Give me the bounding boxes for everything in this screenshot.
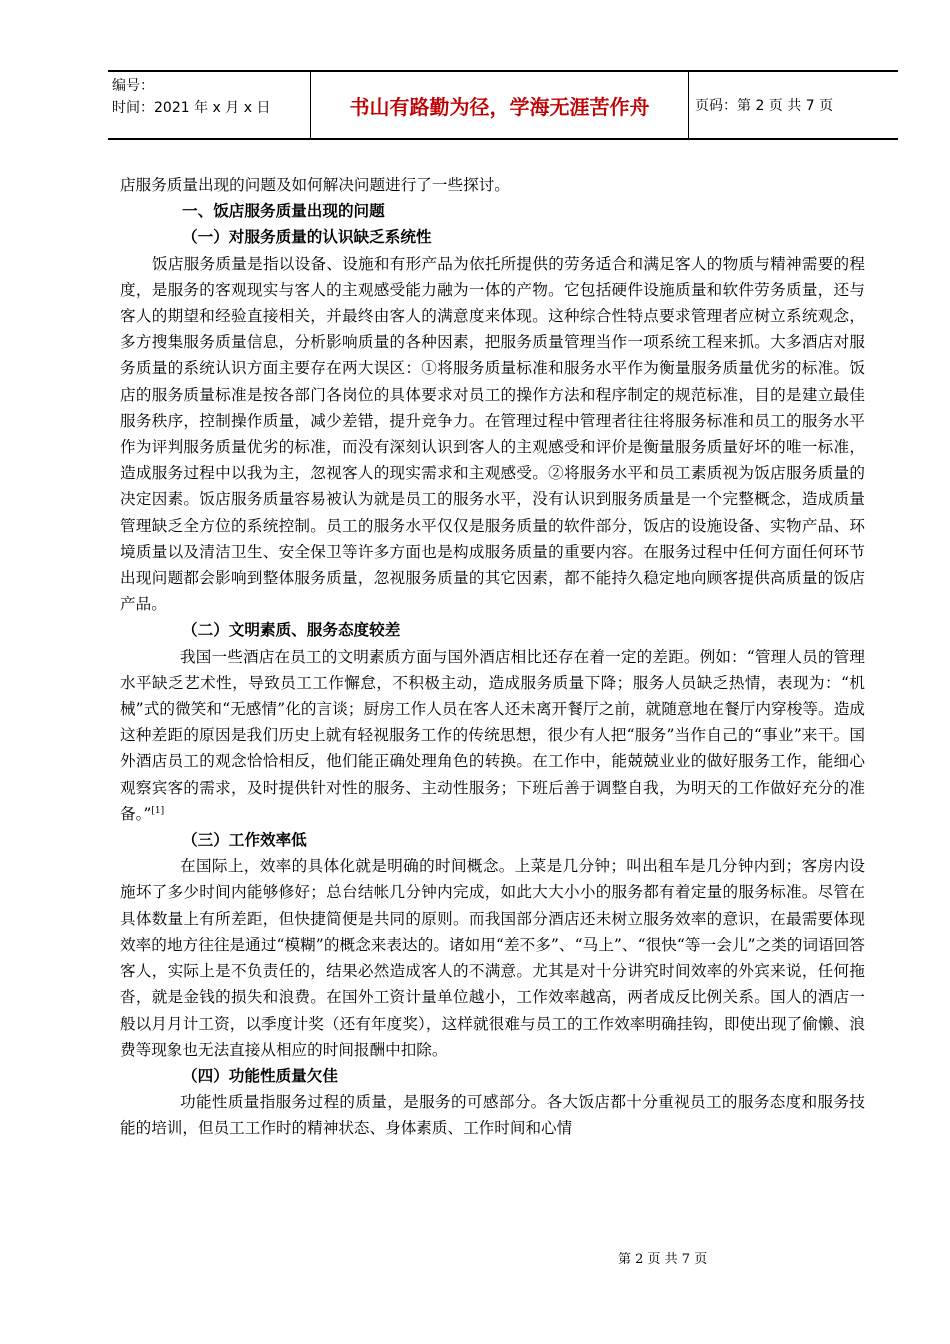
subsection-heading-2: （二）文明素质、服务态度较差 bbox=[182, 621, 401, 640]
header-info-cell bbox=[108, 72, 311, 138]
page-footer: 第 2 页 共 7 页 bbox=[618, 1252, 708, 1267]
paragraph-1: 饭店服务质量是指以设备、设施和有形产品为依托所提供的劳务适合和满足客人的物质与精神需要的程度，是服务的客观现实与客人的主观感受能力融为一体的产物。它包括硬件设施质量和软件劳务质量，还与客人的期望和经验直接相关，并最终由客人的满意度来体现。这种综合性特点要求管理者应树立系统观念，多方搜集服务质量信息，分析影响质量的各种因素，把服务质量管理当作一项系统工程来抓。大多酒店对服务质量的系统认识方面主要存在两大误区：①将服务质量标准和服务水平作为衡量服务质量优劣的标准。饭店的服务质量标准是按各部门各岗位的具体要求对员工的操作方法和程序制定的规范标准，目的是建立最佳服务秩序，控制操作质量，减少差错，提升竞争力。在管理过程中管理者往往将服务标准和员工的服务水平作为评判服务质量优劣的标准，而没有深刻认识到客人的主观感受和评价是衡量服务质量好坏的唯一标准，造成服务过程中以我为主，忽视客人的现实需求和主观感受。②将服务水平和员工素质视为饭店服务质量的决定因素。饭店服务质量容易被认为就是员工的服务水平，没有认识到服务质量是一个完整概念，造成质量管理缺乏全方位的系统控制。员工的服务水平仅仅是服务质量的软件部分，饭店的设施设备、实物产品、环境质量以及清洁卫生、安全保卫等许多方面也是构成服务质量的重要内容。在服务过程中任何方面任何环节出现问题都会影响到整体服务质量，忽视服务质量的其它因素，都不能持久稳定地向顾客提供高质量的饭店产品。 bbox=[120, 254, 865, 614]
document-date-label: 时间：2021 年 x 月 x 日 bbox=[112, 100, 271, 116]
document-body bbox=[120, 172, 865, 1142]
paragraph-2-text: 我国一些酒店在员工的文明素质方面与国外酒店相比还存在着一定的差距。例如：“管理人员的管理水平缺乏艺术性，导致员工工作懈怠，不积极主动，造成服务质量下降；服务人员缺乏热情，表现为：“机械”式的微笑和“无感情”化的言谈；厨房工作人员在客人还未离开餐厅之前，就随意地在餐厅内穿梭等。造成这种差距的原因是我们历史上就有轻视服务工作的传统思想，很少有人把“服务”当作自己的“事业”来干。国外酒店员工的观念恰恰相反，他们能正确处理角色的转换。在工作中，能兢兢业业的做好服务工作，能细心观察宾客的需求，及时提供针对性的服务、主动性服务；下班后善于调整自我，为明天的工作做好充分的准备。” bbox=[120, 647, 865, 823]
subsection-heading-4: （四）功能性质量欠佳 bbox=[182, 1066, 338, 1085]
paragraph-continuation: 店服务质量出现的问题及如何解决问题进行了一些探讨。 bbox=[120, 176, 510, 194]
section-heading: 一、饭店服务质量出现的问题 bbox=[182, 202, 385, 221]
header-page-number: 页码：第 2 页 共 7 页 bbox=[695, 98, 834, 114]
footnote-reference: [1] bbox=[151, 805, 165, 816]
page-header bbox=[108, 70, 898, 140]
header-motto: 书山有路勤为径，学海无涯苦作舟 bbox=[311, 72, 689, 138]
subsection-heading-1: （一）对服务质量的认识缺乏系统性 bbox=[182, 228, 432, 247]
subsection-heading-3: （三）工作效率低 bbox=[182, 831, 307, 850]
document-number-label: 编号： bbox=[112, 78, 154, 94]
paragraph-4: 功能性质量指服务过程的质量，是服务的可感部分。各大饭店都十分重视员工的服务态度和服务技能的培训，但员工工作时的精神状态、身体素质、工作时间和心情 bbox=[120, 1093, 865, 1138]
paragraph-2 bbox=[120, 644, 865, 827]
paragraph-3: 在国际上，效率的具体化就是明确的时间概念。上菜是几分钟；叫出租车是几分钟内到；客房内设施坏了多少时间内能够修好；总台结帐几分钟内完成，如此大大小小的服务都有着定量的服务标准。尽管在具体数量上有所差距，但快捷简便是共同的原则。而我国部分酒店还未树立服务效率的意识，在最需要体现效率的地方往往是通过“模糊”的概念来表达的。诸如用“差不多”、“马上”、“很快“等一会儿”之类的词语回答客人，实际上是不负责任的，结果必然造成客人的不满意。尤其是对十分讲究时间效率的外宾来说，任何拖沓，就是金钱的损失和浪费。在国外工资计量单位越小，工作效率越高，两者成反比例关系。国人的酒店一般以月月计工资，以季度计奖（还有年度奖），这样就很难与员工的工作效率明确挂钩，即使出现了偷懒、浪费等现象也无法直接从相应的时间报酬中扣除。 bbox=[120, 857, 865, 1059]
